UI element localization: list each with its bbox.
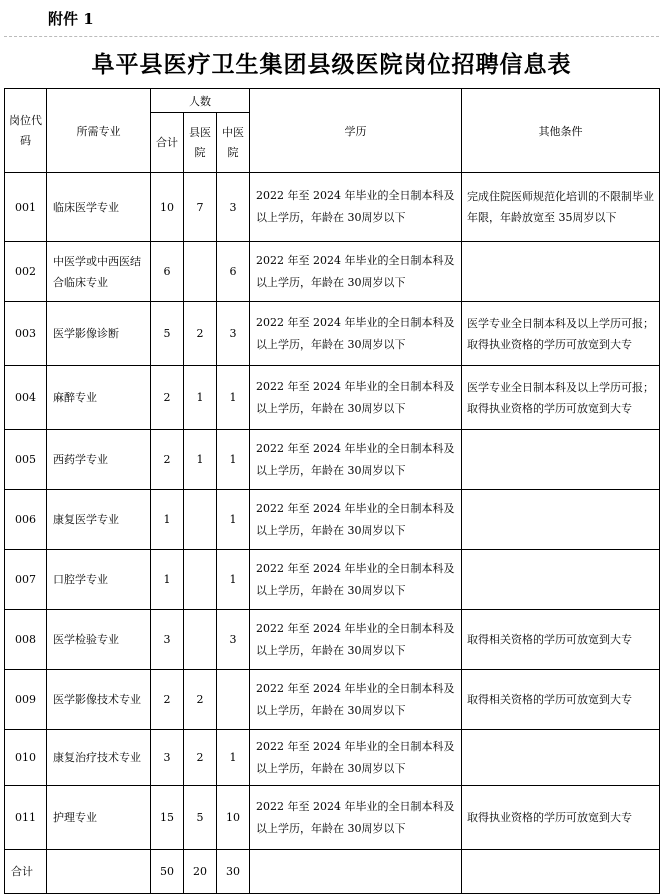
table-row: [5, 490, 660, 550]
tcm-cell: 3: [217, 610, 250, 670]
major-cell: 医学检验专业: [47, 610, 151, 670]
county-cell: 5: [184, 786, 217, 850]
code-cell: 009: [5, 670, 47, 730]
table-row: [5, 366, 660, 430]
total-cell: 5: [151, 302, 184, 366]
education-cell: 2022 年至 2024 年毕业的全日制本科及以上学历，年龄在 30周岁以下: [250, 430, 462, 490]
other-cell: [462, 430, 660, 490]
major-cell: 康复治疗技术专业: [47, 730, 151, 786]
major-cell: 口腔学专业: [47, 550, 151, 610]
total-cell: 2: [151, 366, 184, 430]
county-cell: [184, 610, 217, 670]
total-row-label: 合计: [5, 850, 47, 894]
code-cell: 006: [5, 490, 47, 550]
total-row: [5, 850, 660, 894]
header-other: 其他条件: [462, 89, 660, 173]
tcm-cell: 10: [217, 786, 250, 850]
total-cell: 2: [151, 430, 184, 490]
county-cell: 1: [184, 366, 217, 430]
tcm-cell: 1: [217, 550, 250, 610]
header-tcm: 中医院: [217, 113, 250, 173]
tcm-cell: 3: [217, 302, 250, 366]
total-row-empty: [47, 850, 151, 894]
header-major: 所需专业: [47, 89, 151, 173]
education-cell: 2022 年至 2024 年毕业的全日制本科及以上学历，年龄在 30周岁以下: [250, 366, 462, 430]
header-divider: [4, 36, 659, 37]
header-education: 学历: [250, 89, 462, 173]
table-row: [5, 173, 660, 242]
education-cell: 2022 年至 2024 年毕业的全日制本科及以上学历，年龄在 30周岁以下: [250, 302, 462, 366]
major-cell: 麻醉专业: [47, 366, 151, 430]
total-cell: 3: [151, 610, 184, 670]
other-cell: [462, 490, 660, 550]
header-total: 合计: [151, 113, 184, 173]
total-cell: 6: [151, 242, 184, 302]
education-cell: 2022 年至 2024 年毕业的全日制本科及以上学历，年龄在 30周岁以下: [250, 730, 462, 786]
total-row-education: [250, 850, 462, 894]
attachment-label: 附件 1: [48, 10, 94, 28]
education-cell: 2022 年至 2024 年毕业的全日制本科及以上学历，年龄在 30周岁以下: [250, 490, 462, 550]
major-cell: 医学影像技术专业: [47, 670, 151, 730]
major-cell: 护理专业: [47, 786, 151, 850]
code-cell: 010: [5, 730, 47, 786]
other-cell: 取得相关资格的学历可放宽到大专: [462, 670, 660, 730]
code-cell: 002: [5, 242, 47, 302]
total-cell: 10: [151, 173, 184, 242]
code-cell: 004: [5, 366, 47, 430]
header-county: 县医院: [184, 113, 217, 173]
page-title: 阜平县医疗卫生集团县级医院岗位招聘信息表: [91, 51, 572, 78]
education-cell: 2022 年至 2024 年毕业的全日制本科及以上学历，年龄在 30周岁以下: [250, 670, 462, 730]
education-cell: 2022 年至 2024 年毕业的全日制本科及以上学历，年龄在 30周岁以下: [250, 786, 462, 850]
other-cell: [462, 550, 660, 610]
total-cell: 1: [151, 550, 184, 610]
total-cell: 2: [151, 670, 184, 730]
tcm-cell: 3: [217, 173, 250, 242]
code-cell: 008: [5, 610, 47, 670]
header-code-label: 岗位代码: [9, 113, 42, 147]
education-cell: 2022 年至 2024 年毕业的全日制本科及以上学历，年龄在 30周岁以下: [250, 242, 462, 302]
total-cell: 3: [151, 730, 184, 786]
total-row-other: [462, 850, 660, 894]
tcm-cell: 6: [217, 242, 250, 302]
education-cell: 2022 年至 2024 年毕业的全日制本科及以上学历，年龄在 30周岁以下: [250, 610, 462, 670]
header-code: [5, 89, 47, 173]
code-cell: 003: [5, 302, 47, 366]
county-cell: [184, 490, 217, 550]
other-cell: [462, 242, 660, 302]
tcm-cell: 1: [217, 430, 250, 490]
total-row-county: 20: [184, 850, 217, 894]
other-cell: 医学专业全日制本科及以上学历可报；取得执业资格的学历可放宽到大专: [462, 366, 660, 430]
other-cell: 取得执业资格的学历可放宽到大专: [462, 786, 660, 850]
county-cell: [184, 242, 217, 302]
county-cell: 2: [184, 730, 217, 786]
code-cell: 007: [5, 550, 47, 610]
code-cell: 011: [5, 786, 47, 850]
table-row: [5, 670, 660, 730]
county-cell: 7: [184, 173, 217, 242]
other-cell: 取得相关资格的学历可放宽到大专: [462, 610, 660, 670]
total-cell: 1: [151, 490, 184, 550]
county-cell: 2: [184, 670, 217, 730]
total-cell: 15: [151, 786, 184, 850]
other-cell: 完成住院医师规范化培训的不限制毕业年限，年龄放宽至 35周岁以下: [462, 173, 660, 242]
other-cell: [462, 730, 660, 786]
tcm-cell: 1: [217, 730, 250, 786]
major-cell: 临床医学专业: [47, 173, 151, 242]
header-people: 人数: [151, 89, 250, 113]
recruitment-table: [4, 88, 660, 894]
table-row: [5, 302, 660, 366]
table-row: [5, 730, 660, 786]
county-cell: [184, 550, 217, 610]
tcm-cell: 1: [217, 366, 250, 430]
table-row: [5, 242, 660, 302]
total-row-tcm: 30: [217, 850, 250, 894]
total-row-sum: 50: [151, 850, 184, 894]
major-cell: 中医学或中西医结合临床专业: [47, 242, 151, 302]
tcm-cell: 1: [217, 490, 250, 550]
code-cell: 005: [5, 430, 47, 490]
major-cell: 医学影像诊断: [47, 302, 151, 366]
table-row: [5, 430, 660, 490]
table-row: [5, 786, 660, 850]
tcm-cell: [217, 670, 250, 730]
major-cell: 西药学专业: [47, 430, 151, 490]
education-cell: 2022 年至 2024 年毕业的全日制本科及以上学历，年龄在 30周岁以下: [250, 550, 462, 610]
county-cell: 1: [184, 430, 217, 490]
code-cell: 001: [5, 173, 47, 242]
table-row: [5, 550, 660, 610]
table-row: [5, 610, 660, 670]
other-cell: 医学专业全日制本科及以上学历可报；取得执业资格的学历可放宽到大专: [462, 302, 660, 366]
major-cell: 康复医学专业: [47, 490, 151, 550]
county-cell: 2: [184, 302, 217, 366]
education-cell: 2022 年至 2024 年毕业的全日制本科及以上学历，年龄在 30周岁以下: [250, 173, 462, 242]
